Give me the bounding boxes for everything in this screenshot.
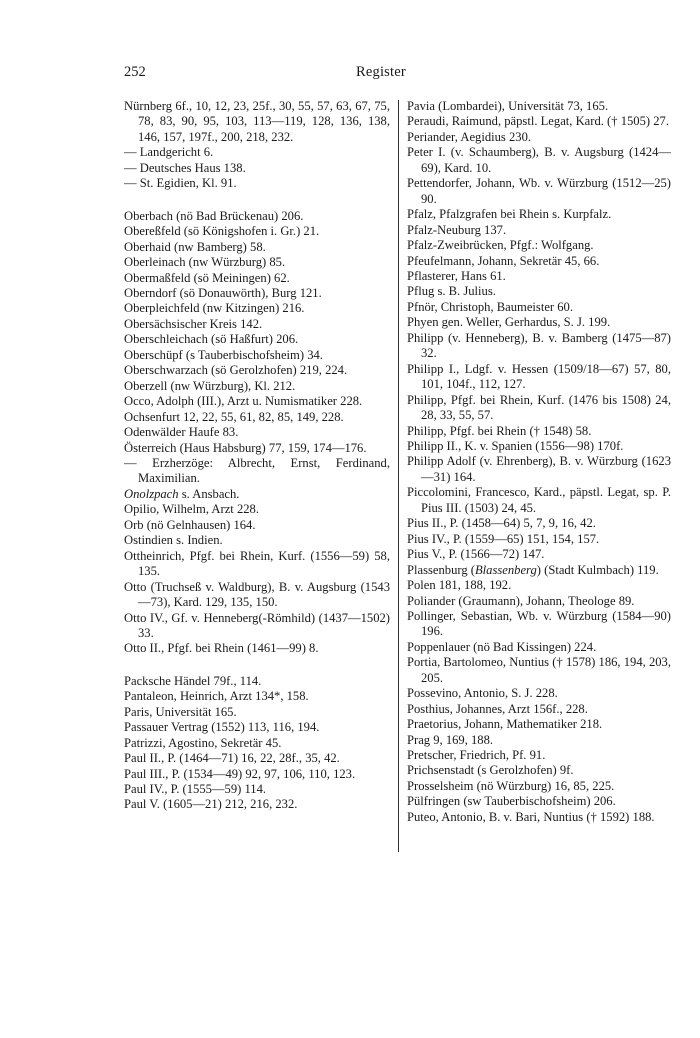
index-entry: Odenwälder Haufe 83.: [124, 425, 239, 440]
index-entry: Ochsenfurt 12, 22, 55, 61, 82, 85, 149, 228.: [124, 409, 344, 424]
index-entry: Posthius, Johannes, Arzt 156f., 228.: [407, 701, 588, 716]
index-entry: Phyen gen. Weller, Gerhardus, S. J. 199.: [407, 315, 611, 330]
index-entry: Paris, Universität 165.: [124, 704, 237, 719]
index-entry: Pfnör, Christoph, Baumeister 60.: [407, 299, 573, 314]
index-entry: Pfeufelmann, Johann, Sekretär 45, 66.: [407, 253, 600, 268]
index-entry: Passauer Vertrag (1552) 113, 116, 194.: [124, 720, 320, 735]
index-entry: — Erzherzöge: Albrecht, Ernst, Ferdinand, Maximilian.: [124, 455, 390, 486]
index-entry: Paul V. (1605—21) 212, 216, 232.: [124, 797, 298, 812]
index-entry: Puteo, Antonio, B. v. Bari, Nuntius († 1592) 188.: [407, 809, 655, 824]
index-entry: Orb (nö Gelnhausen) 164.: [124, 517, 256, 532]
index-entry: Oberschwarzach (sö Gerolzhofen) 219, 224.: [124, 363, 348, 378]
index-entry: Pettendorfer, Johann, Wb. v. Würzburg (1512—25) 90.: [407, 176, 671, 206]
index-entry: Poppenlauer (nö Bad Kissingen) 224.: [407, 639, 597, 654]
index-entry: Prag 9, 169, 188.: [407, 732, 494, 747]
index-entry: Obersächsischer Kreis 142.: [124, 316, 263, 331]
index-column-left: [124, 99, 390, 813]
index-entry: Otto IV., Gf. v. Henneberg(-Römhild) (1437—1502) 33.: [124, 610, 390, 640]
index-entry: Paul III., P. (1534—49) 92, 97, 106, 110, 123.: [124, 766, 356, 781]
index-entry: Oberschleichach (sö Haßfurt) 206.: [124, 332, 299, 347]
index-entry: — Landgericht 6.: [124, 145, 214, 160]
index-entry: Nürnberg 6f., 10, 12, 23, 25f., 30, 55, 57, 63, 67, 75, 78, 83, 90, 95, 103, 113—119, 128, 136, 138, 146, 157, 197f., 200, 218, 232.: [124, 99, 390, 144]
index-entry: Oberndorf (sö Donauwörth), Burg 121.: [124, 285, 322, 300]
index-entry: Pius II., P. (1458—64) 5, 7, 9, 16, 42.: [407, 516, 596, 531]
index-entry: Periander, Aegidius 230.: [407, 129, 532, 144]
index-entry: Polen 181, 188, 192.: [407, 578, 512, 593]
index-entry: Pfalz, Pfalzgrafen bei Rhein s. Kurpfalz.: [407, 207, 612, 222]
index-entry: Praetorius, Johann, Mathematiker 218.: [407, 717, 603, 732]
index-entry: Oberbach (nö Bad Brückenau) 206.: [124, 208, 304, 223]
index-entry: Obereßfeld (sö Königshofen i. Gr.) 21.: [124, 224, 320, 239]
index-entry: Oberschüpf (s Tauberbischofsheim) 34.: [124, 347, 323, 362]
index-entry: Peter I. (v. Schaumberg), B. v. Augsburg (1424—69), Kard. 10.: [407, 145, 671, 175]
index-entry: Oberzell (nw Würzburg), Kl. 212.: [124, 378, 296, 393]
index-entry: Philipp Adolf (v. Ehrenberg), B. v. Würzburg (1623—31) 164.: [407, 454, 671, 484]
index-entry: Pius IV., P. (1559—65) 151, 154, 157.: [407, 531, 600, 546]
index-entry: Oberleinach (nw Würzburg) 85.: [124, 255, 286, 270]
index-entry: Österreich (Haus Habsburg) 77, 159, 174—176.: [124, 440, 367, 455]
index-entry: Peraudi, Raimund, päpstl. Legat, Kard. († 1505) 27.: [407, 114, 669, 129]
section-gap: [124, 657, 390, 674]
index-entry: Occo, Adolph (III.), Arzt u. Numismatiker 228.: [124, 394, 363, 409]
index-entry: — Deutsches Haus 138.: [124, 160, 246, 175]
column-divider: [398, 100, 399, 852]
index-entry: Prichsenstadt (s Gerolzhofen) 9f.: [407, 763, 574, 778]
index-entry: — St. Egidien, Kl. 91.: [124, 176, 237, 191]
index-entry: Opilio, Wilhelm, Arzt 228.: [124, 502, 259, 517]
section-gap: [124, 192, 390, 209]
index-entry: Portia, Bartolomeo, Nuntius († 1578) 186, 194, 203, 205.: [407, 655, 671, 685]
index-entry: Philipp II., K. v. Spanien (1556—98) 170f.: [407, 438, 624, 453]
index-entry: Poliander (Graumann), Johann, Theologe 89.: [407, 593, 635, 608]
index-entry: Pülfringen (sw Tauberbischofsheim) 206.: [407, 794, 616, 809]
index-entry: Onolzpach s. Ansbach.: [124, 486, 240, 501]
index-entry: Plassenburg (Blassenberg) (Stadt Kulmbach) 119.: [407, 562, 659, 577]
index-entry: Packsche Händel 79f., 114.: [124, 673, 262, 688]
index-entry: Oberhaid (nw Bamberg) 58.: [124, 239, 266, 254]
index-entry: Paul II., P. (1464—71) 16, 22, 28f., 35, 42.: [124, 751, 340, 766]
index-entry: Philipp, Pfgf. bei Rhein († 1548) 58.: [407, 423, 592, 438]
index-entry: Pfalz-Zweibrücken, Pfgf.: Wolfgang.: [407, 238, 594, 253]
index-entry: Possevino, Antonio, S. J. 228.: [407, 686, 558, 701]
index-entry: Pollinger, Sebastian, Wb. v. Würzburg (1584—90) 196.: [407, 608, 671, 639]
index-entry: Philipp, Pfgf. bei Rhein, Kurf. (1476 bis 1508) 24, 28, 33, 55, 57.: [407, 392, 671, 423]
index-entry: Ottheinrich, Pfgf. bei Rhein, Kurf. (1556—59) 58, 135.: [124, 548, 390, 579]
index-entry: Pretscher, Friedrich, Pf. 91.: [407, 748, 546, 763]
index-column-right: [407, 99, 671, 825]
index-entry: Paul IV., P. (1555—59) 114.: [124, 782, 267, 797]
index-entry: Pfalz-Neuburg 137.: [407, 222, 507, 237]
index-entry: Prosselsheim (nö Würzburg) 16, 85, 225.: [407, 778, 615, 793]
index-entry: Pflug s. B. Julius.: [407, 284, 496, 299]
index-entry: Ostindien s. Indien.: [124, 533, 223, 548]
index-entry: Pantaleon, Heinrich, Arzt 134*, 158.: [124, 689, 309, 704]
index-entry: Oberpleichfeld (nw Kitzingen) 216.: [124, 301, 305, 316]
page-number: 252: [124, 64, 146, 80]
index-entry: Pflasterer, Hans 61.: [407, 268, 506, 283]
index-entry: Pavia (Lombardei), Universität 73, 165.: [407, 99, 609, 113]
index-entry: Obermaßfeld (sö Meiningen) 62.: [124, 270, 290, 285]
running-head: Register: [356, 64, 406, 80]
index-entry: Otto (Truchseß v. Waldburg), B. v. Augsburg (1543—73), Kard. 129, 135, 150.: [124, 579, 390, 610]
index-entry: Philipp I., Ldgf. v. Hessen (1509/18—67) 57, 80, 101, 104f., 112, 127.: [407, 361, 671, 392]
index-entry: Philipp (v. Henneberg), B. v. Bamberg (1475—87) 32.: [407, 330, 671, 361]
index-entry: Pius V., P. (1566—72) 147.: [407, 547, 545, 562]
index-entry: Otto II., Pfgf. bei Rhein (1461—99) 8.: [124, 641, 319, 656]
index-entry: Patrizzi, Agostino, Sekretär 45.: [124, 735, 282, 750]
index-entry: Piccolomini, Francesco, Kard., päpstl. Legat, sp. P. Pius III. (1503) 24, 45.: [407, 485, 671, 515]
